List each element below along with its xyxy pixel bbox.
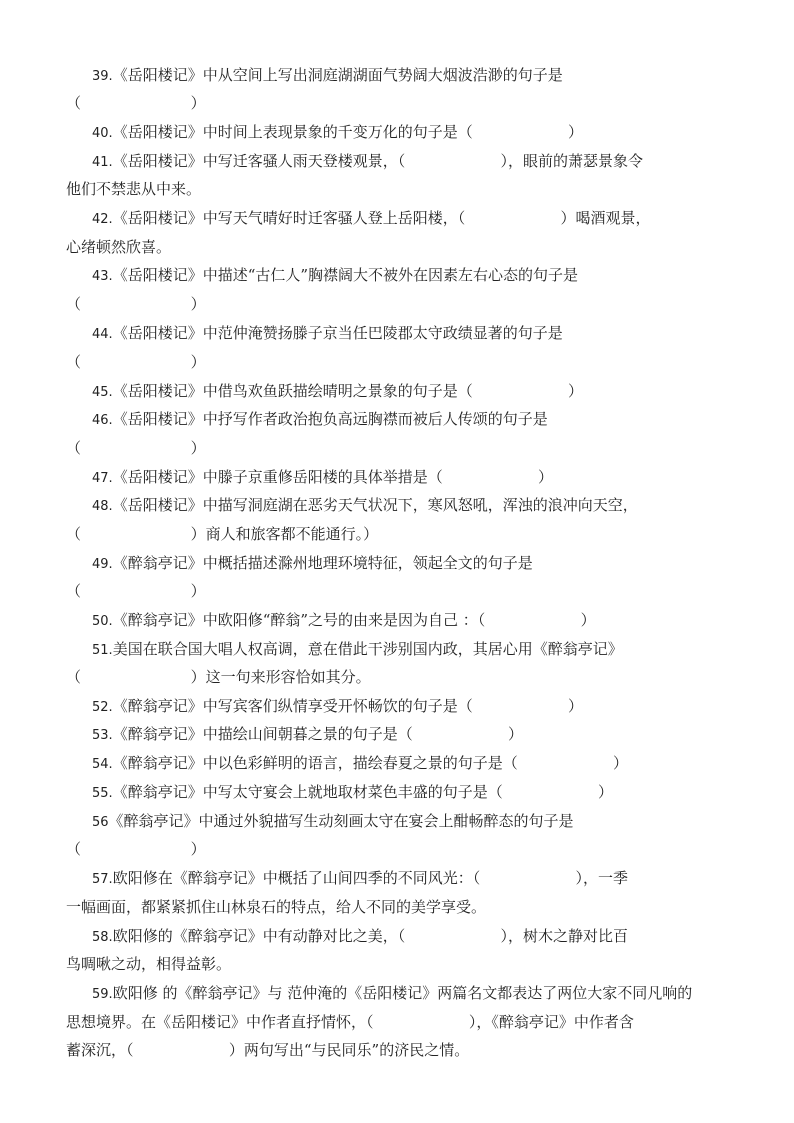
question-number: 56: [92, 815, 109, 830]
question-number: 40.: [92, 126, 113, 141]
question-number: 47.: [92, 471, 113, 486]
question-number: 57.: [92, 872, 113, 887]
question-number: 48.: [92, 499, 113, 514]
question-text: 《岳阳楼记》中范仲淹赞扬滕子京当任巴陵郡太守政绩显著的句子是: [112, 324, 563, 342]
question-line: [92, 553, 533, 575]
question-line: [92, 724, 523, 746]
question-number: 49.: [92, 557, 113, 572]
question-number: 39.: [92, 69, 113, 84]
question-text: 《岳阳楼记》中时间上表现景象的千变万化的句子是（ ）: [112, 123, 584, 141]
question-line: [92, 696, 583, 718]
question-continuation: 一幅画面，都紧紧抓住山林泉石的特点，给人不同的美学享受。: [66, 898, 487, 916]
question-number: 58.: [92, 930, 113, 945]
question-number: 42.: [92, 212, 113, 227]
question-text: 《醉翁亭记》中写宾客们纵情享受开怀畅饮的句子是（ ）: [112, 697, 584, 715]
question-number: 54.: [92, 757, 113, 772]
question-number: 50.: [92, 614, 113, 629]
question-line: [92, 782, 613, 804]
question-continuation: 蓄深沉，（ ）两句写出“与民同乐”的济民之情。: [66, 1041, 470, 1059]
question-line: [92, 753, 628, 775]
question-text: 《醉翁亭记》中概括描述滁州地理环境特征，领起全文的句子是: [112, 554, 533, 572]
question-number: 45.: [92, 385, 113, 400]
question-line: [92, 610, 596, 632]
question-text: 《醉翁亭记》中以色彩鲜明的语言，描绘春夏之景的句子是（ ）: [112, 754, 629, 772]
question-line: [92, 639, 623, 661]
question-line: [92, 467, 553, 489]
question-text: 欧阳修 的《醉翁亭记》与 范仲淹的《岳阳楼记》两篇名文都表达了两位大家不同凡响的: [112, 984, 693, 1002]
question-line: [92, 122, 583, 144]
question-text: 《岳阳楼记》中滕子京重修岳阳楼的具体举措是（ ）: [112, 468, 554, 486]
question-continuation: 他们不禁悲从中来。: [66, 180, 202, 198]
question-text: 欧阳修在《醉翁亭记》中概括了山间四季的不同风光：（ ），一季: [112, 869, 629, 887]
question-continuation: 思想境界。在《岳阳楼记》中作者直抒情怀，（ ），《醉翁亭记》中作者含: [66, 1013, 634, 1031]
question-number: 44.: [92, 327, 113, 342]
answer-blank-line: （ ）: [66, 295, 206, 313]
question-line: [92, 868, 628, 890]
question-number: 59.: [92, 987, 113, 1002]
question-line: [92, 381, 583, 403]
question-line: [92, 409, 548, 431]
question-number: 53.: [92, 728, 113, 743]
question-line: [92, 983, 692, 1005]
answer-blank-line: （ ）: [66, 94, 206, 112]
question-text: 《岳阳楼记》中描写洞庭湖在恶劣天气状况下，寒风怒吼，浑浊的浪冲向天空，: [112, 496, 638, 514]
question-line: [92, 811, 574, 833]
question-text: 《岳阳楼记》中写天气晴好时迁客骚人登上岳阳楼，（ ）喝酒观景，: [112, 209, 651, 227]
answer-blank-line: （ ）: [66, 439, 206, 457]
question-text: 《岳阳楼记》中从空间上写出洞庭湖湖面气势阔大烟波浩渺的句子是: [112, 66, 563, 84]
question-line: [92, 926, 628, 948]
question-text: 《岳阳楼记》中写迁客骚人雨天登楼观景，（ ），眼前的萧瑟景象令: [112, 152, 644, 170]
question-line: [92, 323, 563, 345]
question-text: 《醉翁亭记》中欧阳修“醉翁”之号的由来是因为自己 ：（ ）: [112, 611, 596, 629]
question-number: 52.: [92, 700, 113, 715]
question-continuation: （ ）这一句来形容恰如其分。: [66, 668, 371, 686]
question-number: 46.: [92, 413, 113, 428]
question-number: 55.: [92, 786, 113, 801]
question-line: [92, 151, 643, 173]
question-line: [92, 208, 651, 230]
question-line: [92, 265, 578, 287]
question-line: [92, 495, 638, 517]
question-text: 《岳阳楼记》中描述“古仁人”胸襟阔大不被外在因素左右心态的句子是: [112, 266, 579, 284]
answer-blank-line: （ ）: [66, 840, 206, 858]
answer-blank-line: （ ）: [66, 582, 206, 600]
question-number: 51.: [92, 643, 113, 658]
question-text: 《岳阳楼记》中抒写作者政治抱负高远胸襟而被后人传颂的句子是: [112, 410, 548, 428]
question-text: 欧阳修的《醉翁亭记》中有动静对比之美，（ ），树木之静对比百: [112, 927, 629, 945]
question-text: 《醉翁亭记》中描绘山间朝暮之景的句子是（ ）: [112, 725, 524, 743]
answer-blank-line: （ ）: [66, 353, 206, 371]
question-text: 《醉翁亭记》中写太守宴会上就地取材菜色丰盛的句子是（ ）: [112, 783, 614, 801]
question-continuation: 鸟啁啾之动，相得益彰。: [66, 955, 232, 973]
question-continuation: （ ）商人和旅客都不能通行。）: [66, 525, 379, 543]
question-number: 41.: [92, 155, 113, 170]
question-continuation: 心绪顿然欣喜。: [66, 238, 172, 256]
question-text: 《醉翁亭记》中通过外貌描写生动刻画太守在宴会上酣畅醉态的句子是: [108, 812, 574, 830]
question-text: 《岳阳楼记》中借鸟欢鱼跃描绘晴明之景象的句子是（ ）: [112, 382, 584, 400]
question-number: 43.: [92, 269, 113, 284]
question-line: [92, 65, 563, 87]
question-text: 美国在联合国大唱人权高调，意在借此干涉别国内政，其居心用《醉翁亭记》: [112, 640, 623, 658]
